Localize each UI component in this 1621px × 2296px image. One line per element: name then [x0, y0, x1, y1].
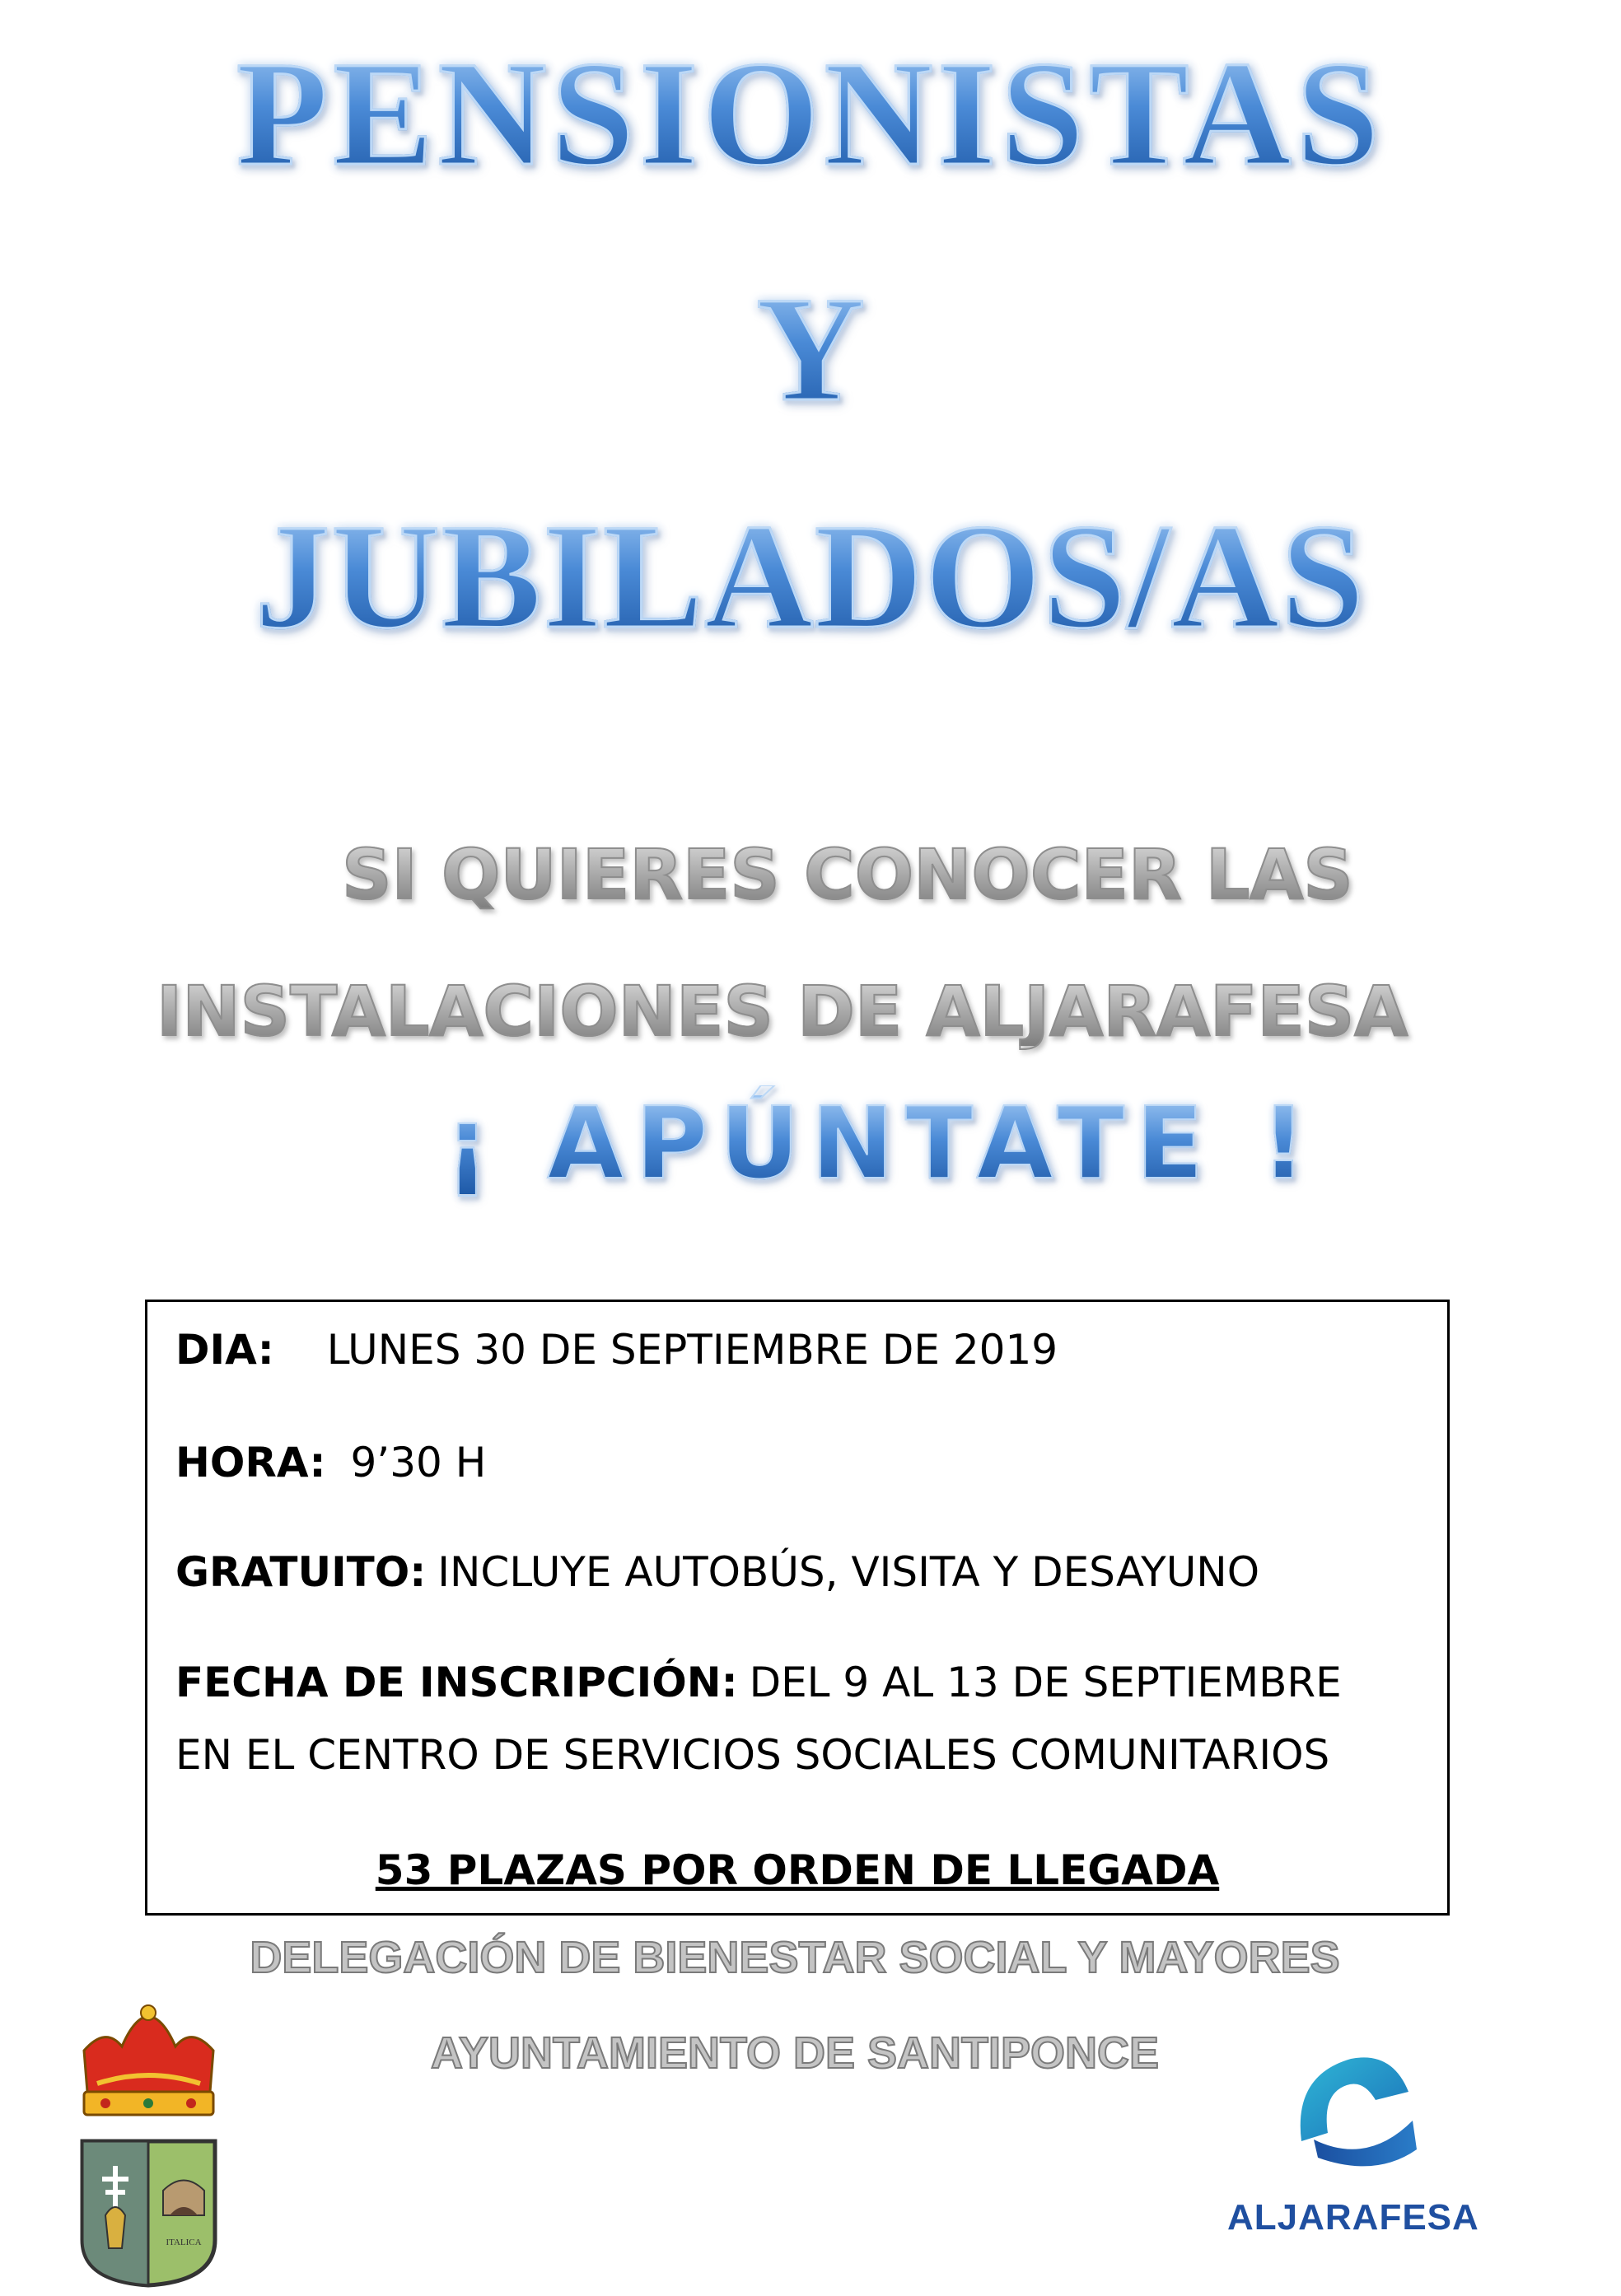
- registration-label: FECHA DE INSCRIPCIÓN:: [175, 1659, 738, 1706]
- places-notice: 53 PLAZAS POR ORDEN DE LLEGADA: [375, 1846, 1220, 1894]
- registration-dates: DEL 9 AL 13 DE SEPTIEMBRE: [749, 1659, 1342, 1706]
- headline-line-3: JUBILADOS/AS: [0, 502, 1621, 652]
- free-row: [175, 1547, 1259, 1597]
- date-row: [175, 1325, 1058, 1374]
- aljarafesa-logo-icon: [1268, 2042, 1433, 2174]
- date-value: LUNES 30 DE SEPTIEMBRE DE 2019: [326, 1326, 1058, 1374]
- subhead-line-1: SI QUIERES CONOCER LAS: [342, 834, 1353, 915]
- event-info-box: [145, 1300, 1450, 1916]
- registration-row: [175, 1658, 1342, 1707]
- free-value: INCLUYE AUTOBÚS, VISITA Y DESAYUNO: [437, 1548, 1260, 1596]
- date-label: DIA:: [175, 1326, 274, 1374]
- subhead-line-2: INSTALACIONES DE ALJARAFESA: [156, 971, 1408, 1052]
- crest-text: ITALICA: [166, 2238, 202, 2247]
- call-to-action: ¡ APÚNTATE !: [445, 1087, 1318, 1202]
- time-value: 9’30 H: [350, 1439, 487, 1486]
- santiponce-coat-of-arms-icon: [72, 2001, 225, 2289]
- delegation-name: DELEGACIÓN DE BIENESTAR SOCIAL Y MAYORES: [250, 1933, 1340, 1982]
- headline-line-2: Y: [0, 275, 1621, 425]
- time-row: [175, 1438, 486, 1487]
- headline-line-1: PENSIONISTAS: [0, 40, 1621, 189]
- free-label: GRATUITO:: [175, 1548, 427, 1596]
- aljarafesa-brand-name: ALJARAFESA: [1227, 2197, 1479, 2238]
- registration-place: EN EL CENTRO DE SERVICIOS SOCIALES COMUNITARIOS: [175, 1731, 1330, 1779]
- time-label: HORA:: [175, 1439, 326, 1486]
- town-hall-name: AYUNTAMIENTO DE SANTIPONCE: [430, 2028, 1160, 2078]
